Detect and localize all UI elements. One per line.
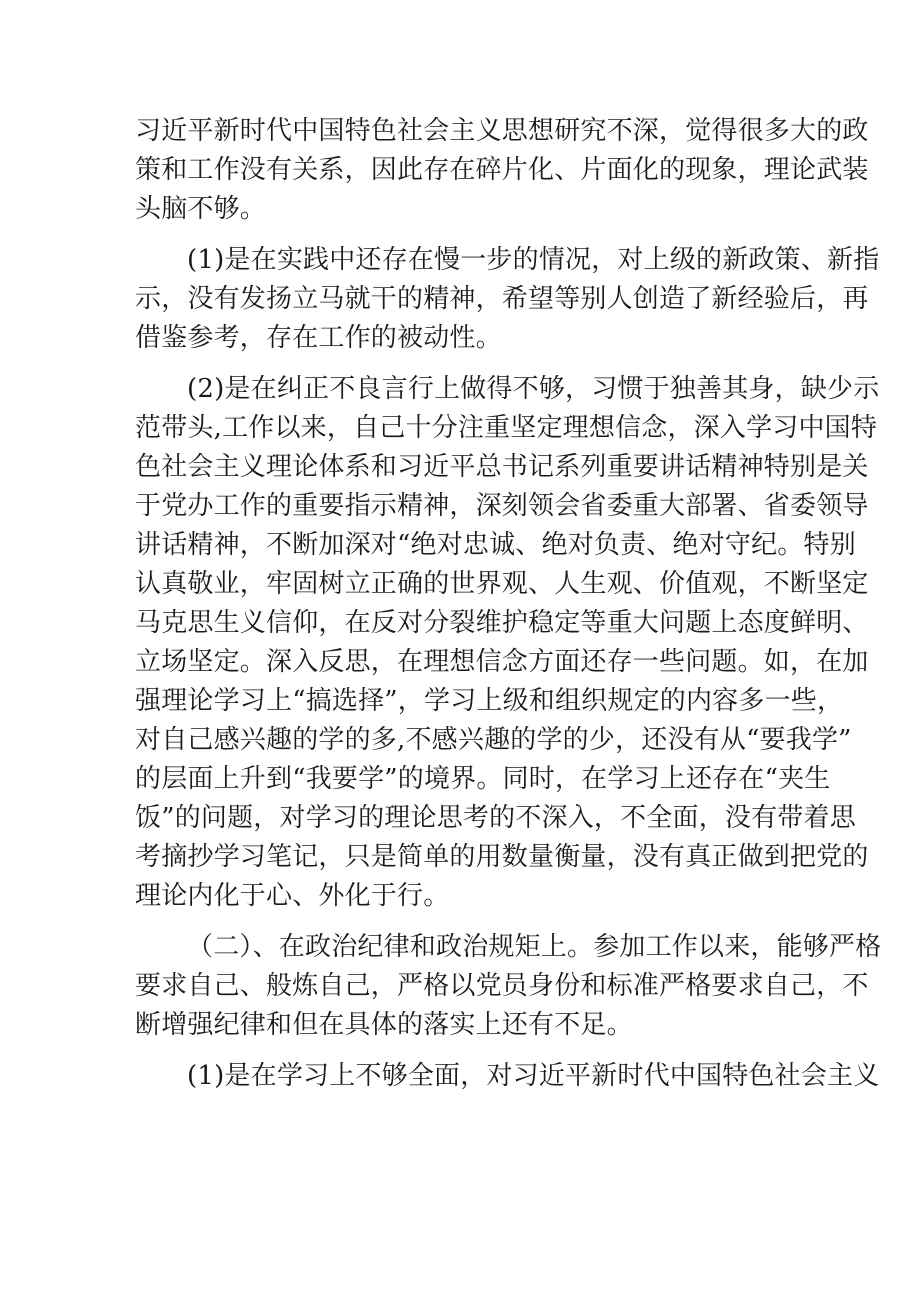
text-line: 于党办工作的重要指示精神，深刻领会省委重大部署、省委领导	[135, 491, 869, 521]
paragraph-4	[135, 928, 882, 1045]
text-line: 范带头,工作以来，自己十分注重坚定理想信念，深入学习中国特	[135, 413, 878, 443]
text-line: 色社会主义理论体系和习近平总书记系列重要讲话精神特别是关	[135, 452, 869, 482]
text-line: (2)是在纠正不良言行上做得不够，习惯于独善其身，缺少示	[187, 374, 880, 404]
text-line: 策和工作没有关系，因此存在碎片化、片面化的现象，理论武装	[135, 155, 869, 185]
paragraph-5	[135, 1057, 880, 1096]
text-line: 示，没有发扬立马就干的精神，希望等别人创造了新经验后，再	[135, 284, 869, 314]
text-line: 考摘抄学习笔记，只是简单的用数量衡量，没有真正做到把党的	[135, 842, 869, 872]
text-line: 习近平新时代中国特色社会主义思想研究不深，觉得很多大的政	[135, 116, 869, 146]
document-body	[135, 112, 882, 1096]
text-line: 头脑不够。	[135, 194, 267, 224]
text-line: (1)是在学习上不够全面，对习近平新时代中国特色社会主义	[187, 1061, 880, 1091]
text-line: 立场坚定。深入反思，在理想信念方面还存一些问题。如，在加	[135, 647, 869, 677]
paragraph-1	[135, 112, 869, 229]
paragraph-3	[135, 370, 880, 916]
text-line: 借鉴参考，存在工作的被动性。	[135, 323, 502, 353]
text-line: (1)是在实践中还存在慢一步的情况，对上级的新政策、新指	[187, 245, 880, 275]
text-line: 讲话精神，不断加深对“绝对忠诚、绝对负责、绝对守纪。特别	[135, 530, 856, 560]
text-line: 饭”的问题，对学习的理论思考的不深入，不全面，没有带着思	[135, 803, 856, 833]
text-line: （二）、在政治纪律和政治规矩上。参加工作以来，能够严格	[187, 932, 882, 962]
paragraph-2	[135, 241, 880, 358]
text-line: 的层面上升到“我要学”的境界。同时，在学习上还存在“夹生	[135, 764, 831, 794]
text-line: 强理论学习上“搞选择”，学习上级和组织规定的内容多一些，	[135, 686, 844, 716]
text-line: 马克思生义信仰，在反对分裂维护稳定等重大问题上态度鲜明、	[135, 608, 869, 638]
text-line: 对自己感兴趣的学的多,不感兴趣的学的少，还没有从“要我学”	[135, 725, 852, 755]
text-line: 要求自己、般炼自己，严格以党员身份和标准严格要求自己，不	[135, 971, 869, 1001]
text-line: 断增强纪律和但在具体的落实上还有不足。	[135, 1010, 633, 1040]
text-line: 认真敬业，牢固树立正确的世界观、人生观、价值观，不断坚定	[135, 569, 869, 599]
text-line: 理论内化于心、外化于行。	[135, 881, 450, 911]
